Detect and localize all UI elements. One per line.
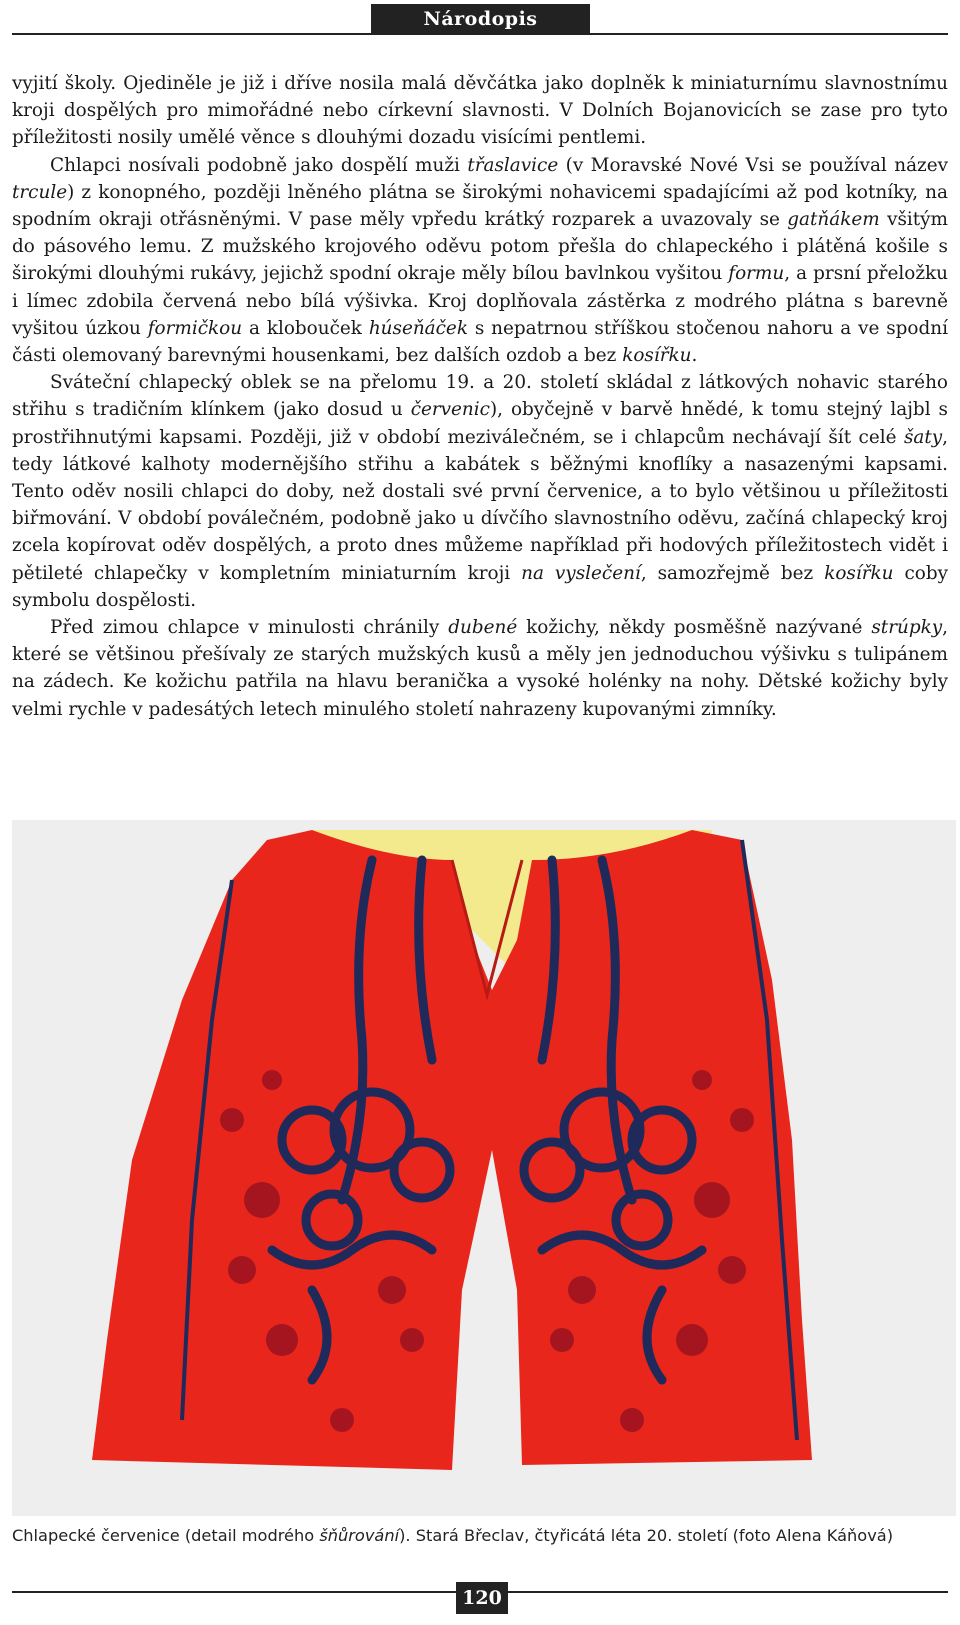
- page-number: 120: [456, 1582, 508, 1614]
- paragraph-3: Sváteční chlapecký oblek se na přelomu 19. a 20. století skládal z látkových nohavic starého střihu s tradičním klínkem (jako dosud u červenic), obyčejně v barvě hnědé, k tomu stejný lajbl s prostřihnutými kapsami. Později, již v období meziválečném, se i chlapcům nechávají šít celé šaty, tedy látkové kalhoty modernějšího střihu a kabátek s běžnými knoflíky a nasazenými kapsami. Tento oděv nosili chlapci do doby, než dostali své první červenice, a to bylo většinou u příležitosti biřmování. V období poválečném, podobně jako u dívčího slavnostního oděvu, začíná chlapecký kroj zcela kopírovat oděv dospělých, a proto dnes můžeme například při hodových příležitostech vidět i pětileté chlapečky v kompletním miniaturním kroji na vyslečení, samozřejmě bez kosířku coby symbolu dospělosti.: [12, 372, 949, 611]
- figure-photo: [12, 820, 956, 1516]
- embroidered-trousers-illustration: [12, 820, 956, 1516]
- article-body: [12, 70, 948, 723]
- section-title: Národopis: [371, 4, 590, 34]
- figure-caption: Chlapecké červenice (detail modrého šňůrování). Stará Břeclav, čtyřicátá léta 20. století (foto Alena Káňová): [12, 1526, 894, 1545]
- paragraph-4: Před zimou chlapce v minulosti chránily dubené kožichy, někdy posměšně nazývané strúpky, které se většinou přešívaly ze starých mužských kusů a měly jen jednoduchou výšivku s tulipánem na zádech. Ke kožichu patřila na hlavu beranička a vysoké holénky na nohy. Dětské kožichy byly velmi rychle v padesátých letech minulého století nahrazeny kupovanými zimníky.: [12, 617, 948, 720]
- paragraph-2: Chlapci nosívali podobně jako dospělí muži třaslavice (v Moravské Nové Vsi se používal název trcule) z konopného, později lněného plátna se širokými nohavicemi spadajícími až pod kotníky, na spodním okraji otřásněnými. V pase měly vpředu krátký rozparek a uvazovaly se gatňákem všitým do pásového lemu. Z mužského krojového oděvu potom přešla do chlapeckého i plátěná košile s širokými dlouhými rukávy, jejichž spodní okraje měly bílou bavlnkou vyšitou formu, a prsní přeložku i límec zdobila červená nebo bílá výšivka. Kroj doplňovala zástěrka z modrého plátna s barevně vyšitou úzkou formičkou a klobouček húseňáček s nepatrnou stříškou stočenou nahoru a ve spodní části olemovaný barevnými housenkami, bez dalších ozdob a bez kosířku.: [12, 154, 949, 367]
- paragraph-1: vyjití školy. Ojediněle je již i dříve nosila malá děvčátka jako doplněk k miniaturnímu slavnostnímu kroji dospělých pro mimořádné nebo církevní slavnosti. V Dolních Bojanovicích se zase pro tyto příležitosti nosily umělé věnce s dlouhými dozadu visícími pentlemi.: [12, 73, 948, 149]
